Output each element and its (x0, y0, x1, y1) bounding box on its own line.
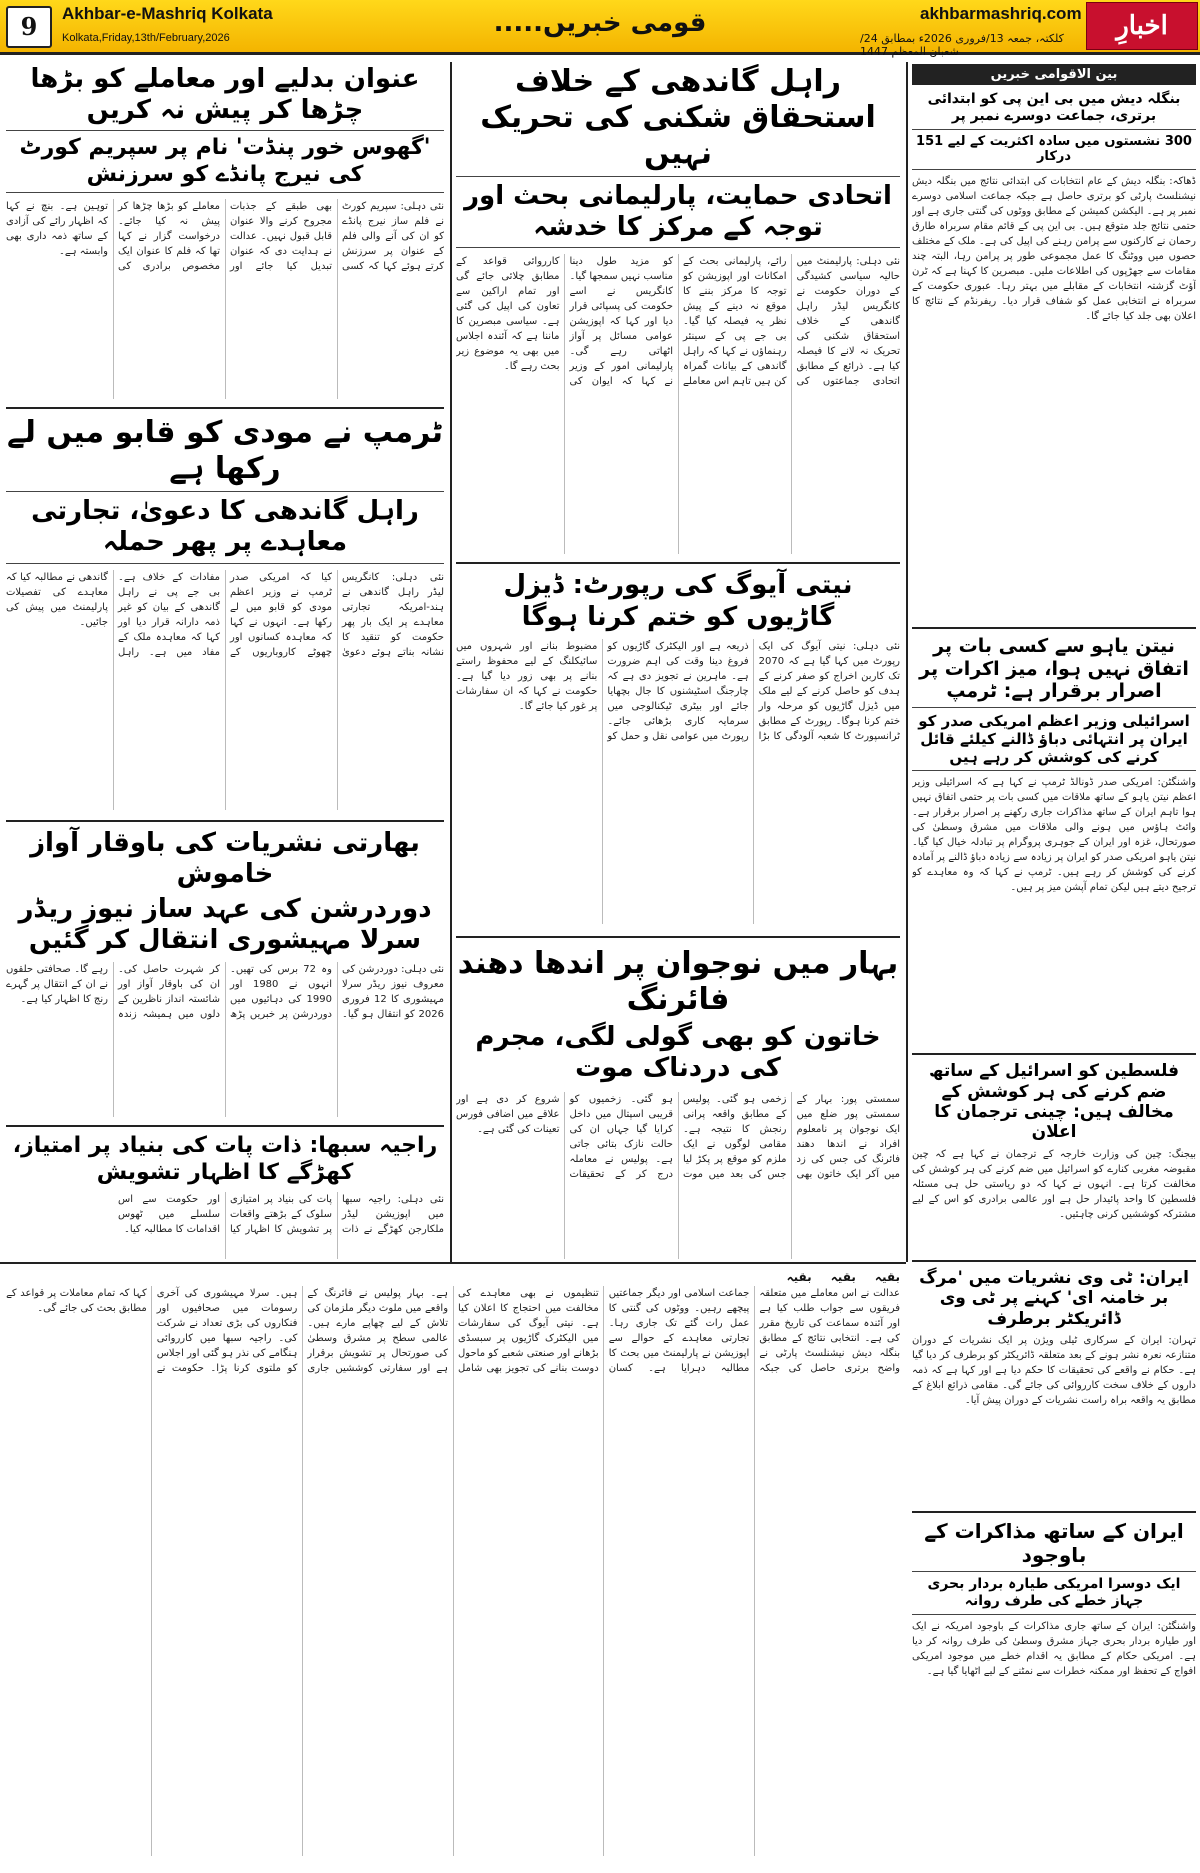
film-title-subhead: 'گھوس خور پنڈت' نام پر سپریم کورٹ کی نیرج پانڈے کو سرزنش (6, 130, 444, 193)
masthead (0, 0, 1200, 58)
netanyahu-story-body: واشنگٹن: امریکی صدر ڈونالڈ ٹرمپ نے کہا ہے کہ اسرائیلی وزیر اعظم نیتن یاہو کے ساتھ ملاقات میں کسی بات پر حتمی اتفاق نہیں ہوا تاہم ایران کے ساتھ مذاکرات جاری رکھنے پر اصرار برقرار ہے۔ وائٹ ہاؤس میں ہونے والی ملاقات میں مشرق وسطیٰ کی صورتحال، غزہ اور ایران کے جوہری پروگرام پر تبادلہ خیال کیا گیا۔ نیتن یاہو امریکی صدر کو ایران پر زیادہ سے زیادہ دباؤ ڈالنے پر آمادہ کرنے کی کوشش کر رہے ہیں۔ ٹرمپ نے کہا کہ وہ معاہدے کو ترجیح دیتے ہیں لیکن تمام آپشن میز پر ہیں۔ (912, 777, 1196, 894)
continuation-label: بقیہ (786, 1270, 812, 1284)
bihar-firing-headline: بہار میں نوجوان پر اندھا دھند فائرنگ (456, 936, 900, 1018)
doordarshan-headline: بھارتی نشریات کی باوقار آواز خاموش (6, 820, 444, 890)
rahul-privilege-subhead: اتحادی حمایت، پارلیمانی بحث اور توجہ کے مرکز کا خدشہ (456, 176, 900, 248)
doordarshan-subhead: دوردرشن کی عہد ساز نیوز ریڈر سرلا مہیشوری انتقال کر گئیں (18, 893, 432, 956)
publication-name-en: Akhbar-e-Mashriq Kolkata (62, 4, 273, 23)
continuations-section (6, 1270, 900, 1865)
film-title-headline: عنوان بدلیے اور معاملے کو بڑھا چڑھا کر پیش نہ کریں (30, 64, 420, 126)
rahul-privilege-headline: راہل گاندھی کے خلاف استحقاق شکنی کی تحریک نہیں (480, 64, 876, 171)
kharge-story-body: نئی دہلی: راجیہ سبھا میں اپوزیشن لیڈر ملکارجن کھڑگے نے ذات پات کی بنیاد پر امتیازی سلوک کے بڑھتے واقعات پر تشویش کا اظہار کیا اور حکومت سے اس سلسلے میں ٹھوس اقدامات کا مطالبہ کیا۔ (118, 1194, 444, 1236)
international-news-label: بین الاقوامی خبریں (912, 64, 1196, 85)
section-title: قومی خبریں..... (493, 8, 707, 38)
iran-tv-story-body: تہران: ایران کے سرکاری ٹیلی ویژن پر ایک نشریات کے دوران متنازعہ نعرہ نشر ہونے کے بعد متعلقہ ڈائریکٹر کو برطرف کر دیا گیا ہے۔ حکام نے واقعے کی تحقیقات کا حکم دیا ہے اور کہا ہے کہ ذمہ داروں کے خلاف سخت کارروائی کی جائے گی۔ مقامی ذرائع ابلاغ کے مطابق یہ واقعہ براہ راست نشریات کے دوران پیش آیا۔ (912, 1334, 1196, 1406)
bangladesh-subhead: 300 نشستوں میں سادہ اکثریت کے لیے 151 درکار (912, 129, 1196, 170)
center-news-column (456, 64, 900, 1259)
trump-modi-subhead: راہل گاندھی کا دعویٰ، تجارتی معاہدے پر پھر حملہ (6, 491, 444, 563)
china-palestine-story-body: بیجنگ: چین کی وزارت خارجہ کے ترجمان نے کہا ہے کہ چین مقبوضہ مغربی کنارے کو اسرائیل میں ضم کرنے کی ہر کوشش کی مخالفت کرتا ہے۔ انہوں نے کہا کہ دو ریاستی حل ہی مسئلہ فلسطین کا واحد پائیدار حل ہے اور عالمی برادری کو اس کے لیے مشترکہ کوششیں کرنی چاہئیں۔ (912, 1148, 1196, 1220)
bangladesh-headline: بنگلہ دیش میں بی این پی کو ابتدائی برتری، جماعت دوسرے نمبر پر (927, 91, 1181, 124)
column-rule (906, 62, 908, 1262)
bangladesh-story-body: ڈھاکہ: بنگلہ دیش کے عام انتخابات کی ابتدائی نتائج میں بنگلہ دیش نیشنلسٹ پارٹی کو برتری حاصل ہے جبکہ جماعت اسلامی دوسرے نمبر پر ہے۔ الیکشن کمیشن کے مطابق ووٹوں کی گنتی جاری ہے اور حتمی نتائج جلد متوقع ہیں۔ بی این پی کے قائم مقام سربراہ طارق رحمان نے کارکنوں سے پرامن رہنے کی اپیل کی ہے۔ ملک کے مختلف حصوں میں ووٹنگ کا عمل مجموعی طور پر پرامن رہا، البتہ چند مقامات سے جھڑپوں کی اطلاعات ملیں۔ مبصرین کا کہنا ہے کہ ٹرن آؤٹ گزشتہ انتخابات کے مقابلے میں بہتر رہا۔ عبوری حکومت کے سربراہ نے انتخابی عمل کو شفاف قرار دیا۔ ریفرنڈم کے نتائج کا اعلان بھی جلد کیا جائے گا۔ (912, 175, 1196, 322)
iran-carrier-headline: ایران کے ساتھ مذاکرات کے باوجود (912, 1511, 1196, 1567)
bihar-firing-story-body: سمستی پور: بہار کے سمستی پور ضلع میں ایک نوجوان پر نامعلوم افراد نے اندھا دھند فائرنگ کی جس کی زد میں آکر ایک خاتون بھی زخمی ہو گئی۔ پولیس کے مطابق واقعہ پرانی رنجش کا نتیجہ ہے۔ مقامی لوگوں نے ایک ملزم کو موقع پر پکڑ لیا جس کی بعد میں موت ہو گئی۔ زخمیوں کو قریبی اسپتال میں داخل کرایا گیا جہاں ان کی حالت نازک بتائی جاتی ہے۔ پولیس نے معاملہ درج کر کے تحقیقات شروع کر دی ہے اور علاقے میں اضافی فورس تعینات کی گئی ہے۔ (456, 1094, 900, 1181)
date-en: Kolkata,Friday,13th/February,2026 (62, 32, 230, 44)
kharge-headline: راجیہ سبھا: ذات پات کی بنیاد پر امتیاز، کھڑگے کا اظہار تشویش (6, 1125, 444, 1186)
netanyahu-subhead: اسرائیلی وزیر اعظم امریکی صدر کو ایران پر انتہائی دباؤ ڈالنے کیلئے قائل کرنے کی کوشش کر رہے ہیں (912, 707, 1196, 771)
international-news-column (912, 64, 1196, 1864)
doordarshan-story-body: نئی دہلی: دوردرشن کی معروف نیوز ریڈر سرلا مہیشوری کا 12 فروری 2026 کو انتقال ہو گیا۔ وہ 72 برس کی تھیں۔ انہوں نے 1980 اور 1990 کی دہائیوں میں دوردرشن پر خبریں پڑھ کر شہرت حاصل کی۔ ان کی باوقار آواز اور شائستہ انداز ناظرین کے دلوں میں ہمیشہ زندہ رہے گا۔ صحافتی حلقوں نے ان کے انتقال پر گہرے رنج کا اظہار کیا ہے۔ (6, 964, 444, 1021)
netanyahu-headline: نیتن یاہو سے کسی بات پر اتفاق نہیں ہوا، میز اکرات پر اصرار برقرار ہے: ٹرمپ (912, 627, 1196, 703)
niti-aayog-story-body: نئی دہلی: نیتی آیوگ کی ایک رپورٹ میں کہا گیا ہے کہ 2070 تک کاربن اخراج کو صفر کرنے کے ہدف کو حاصل کرنے کے لیے ملک میں ڈیزل گاڑیوں کو مرحلہ وار ختم کرنا ہوگا۔ رپورٹ کے مطابق ٹرانسپورٹ کا شعبہ آلودگی کا بڑا ذریعہ ہے اور الیکٹرک گاڑیوں کو فروغ دینا وقت کی اہم ضرورت ہے۔ ماہرین نے تجویز دی ہے کہ چارجنگ اسٹیشنوں کا جال بچھایا جائے اور بیٹری ٹیکنالوجی میں سرمایہ کاری بڑھائی جائے۔ رپورٹ میں عوامی نقل و حمل کو مضبوط بنانے اور شہروں میں سائیکلنگ کے لیے محفوظ راستے بنانے پر بھی زور دیا گیا ہے۔ حکومت نے کہا کہ ان سفارشات پر غور کیا جائے گا۔ (456, 640, 900, 742)
niti-aayog-headline: نیتی آیوگ کی رپورٹ: ڈیزل گاڑیوں کو ختم کرنا ہوگا (456, 562, 900, 632)
continuations-body: عدالت نے اس معاملے میں متعلقہ فریقوں سے جواب طلب کیا ہے اور آئندہ سماعت کی تاریخ مقرر کی ہے۔ انتخابی نتائج کے مطابق بنگلہ دیش نیشنلسٹ پارٹی نے واضح برتری حاصل کی جبکہ جماعت اسلامی اور دیگر جماعتیں پیچھے رہیں۔ ووٹوں کی گنتی کا عمل رات گئے تک جاری رہا۔ تجارتی معاہدے کے حوالے سے اپوزیشن نے پارلیمنٹ میں بحث کا مطالبہ دہرایا ہے۔ کسان تنظیموں نے بھی معاہدے کی مخالفت میں احتجاج کا اعلان کیا ہے۔ نیتی آیوگ کی سفارشات میں الیکٹرک گاڑیوں پر سبسڈی بڑھانے اور صنعتی شعبے کو ماحول دوست بنانے کی تجویز بھی شامل ہے۔ بہار پولیس نے فائرنگ کے واقعے میں ملوث دیگر ملزمان کی تلاش کے لیے چھاپے مارے ہیں۔ عالمی سطح پر مشرق وسطیٰ کی صورتحال پر تشویش برقرار ہے اور سفارتی کوششیں جاری ہیں۔ سرلا مہیشوری کی آخری رسومات میں صحافیوں اور فنکاروں کی بڑی تعداد نے شرکت کی۔ راجیہ سبھا میں کارروائی ہنگامے کی نذر ہو گئی اور اجلاس کو ملتوی کرنا پڑا۔ حکومت نے کہا کہ تمام معاملات پر قواعد کے مطابق بحث کی جائے گی۔ (6, 1288, 900, 1374)
website-link[interactable]: akhbarmashriq.com (920, 4, 1082, 23)
newspaper-logo: اخبارِ (1086, 2, 1198, 50)
page-number: 9 (6, 6, 52, 48)
trump-modi-story-body: نئی دہلی: کانگریس لیڈر راہل گاندھی نے ہند-امریکہ تجارتی معاہدے پر ایک بار پھر حکومت کو تنقید کا نشانہ بناتے ہوئے دعویٰ کیا کہ امریکی صدر ٹرمپ نے وزیر اعظم مودی کو قابو میں لے رکھا ہے۔ انہوں نے کہا کہ معاہدہ کسانوں اور چھوٹے کاروباریوں کے مفادات کے خلاف ہے۔ بی جے پی نے راہل گاندھی کے بیان کو غیر ذمہ دارانہ قرار دیا اور کہا کہ معاہدہ ملک کے مفاد میں ہے۔ راہل گاندھی نے مطالبہ کیا کہ معاہدے کی تفصیلات پارلیمنٹ میں پیش کی جائیں۔ (6, 571, 444, 658)
iran-carrier-story-body: واشنگٹن: ایران کے ساتھ جاری مذاکرات کے باوجود امریکہ نے ایک اور طیارہ بردار بحری جہاز مشرق وسطیٰ کی طرف روانہ کر دیا ہے۔ امریکی حکام کے مطابق یہ اقدام خطے میں موجود امریکی افواج کے تحفظ اور ممکنہ خطرات سے نمٹنے کے لیے اٹھایا گیا ہے۔ (912, 1620, 1196, 1677)
rahul-privilege-story-body: نئی دہلی: پارلیمنٹ میں حالیہ سیاسی کشیدگی کے دوران حکومت نے کانگریس لیڈر راہل گاندھی کے خلاف استحقاق شکنی کی تحریک نہ لانے کا فیصلہ کیا ہے۔ ذرائع کے مطابق اتحادی جماعتوں کی رائے، پارلیمانی بحث کے امکانات اور اپوزیشن کو توجہ کا مرکز بننے کا موقع نہ دینے کے پیش نظر یہ فیصلہ کیا گیا۔ بی جے پی کے سینئر رہنماؤں نے کہا کہ راہل گاندھی کے بیانات گمراہ کن ہیں تاہم اس معاملے کو مزید طول دینا مناسب نہیں سمجھا گیا۔ کانگریس نے اسے حکومت کی پسپائی قرار دیا اور کہا کہ اپوزیشن عوامی مسائل پر آواز اٹھاتی رہے گی۔ پارلیمانی امور کے وزیر نے کہا کہ ایوان کی کارروائی قواعد کے مطابق چلائی جائے گی اور تمام اراکین سے تعاون کی اپیل کی گئی ہے۔ سیاسی مبصرین کا ماننا ہے کہ آئندہ اجلاس میں بھی یہ موضوع زیر بحث رہے گا۔ (456, 256, 900, 388)
continuation-label: بقیہ (874, 1270, 900, 1284)
bihar-firing-subhead: خاتون کو بھی گولی لگی، مجرم کی دردناک موت (475, 1021, 881, 1083)
row-rule (0, 1262, 906, 1264)
date-urdu: کلکتہ، جمعہ 13/فروری 2026ء بمطابق 24/شعبان المعظم 1447 (860, 32, 1064, 58)
left-news-column (6, 64, 444, 1259)
continuation-label: بقیہ (830, 1270, 856, 1284)
iran-carrier-subhead: ایک دوسرا امریکی طیارہ بردار بحری جہاز خطے کی طرف روانہ (912, 1571, 1196, 1615)
iran-tv-headline: ایران: ٹی وی نشریات میں 'مرگ بر خامنہ ای' کہنے پر ٹی وی ڈائریکٹر برطرف (912, 1260, 1196, 1329)
film-title-story-body: نئی دہلی: سپریم کورٹ نے فلم ساز نیرج پانڈے کو ان کی آنے والی فلم کے عنوان پر سرزنش کرتے ہوئے کہا کہ کسی بھی طبقے کے جذبات مجروح کرنے والا عنوان قابل قبول نہیں۔ عدالت نے ہدایت دی کہ عنوان تبدیل کیا جائے اور معاملے کو بڑھا چڑھا کر پیش نہ کیا جائے۔ درخواست گزار نے کہا تھا کہ فلم کا عنوان ایک مخصوص برادری کی توہین ہے۔ بنچ نے کہا کہ اظہار رائے کی آزادی کے ساتھ ذمہ داری بھی وابستہ ہے۔ (6, 201, 444, 273)
china-palestine-headline: فلسطین کو اسرائیل کے ساتھ ضم کرنے کی ہر کوشش کے مخالف ہیں: چینی ترجمان کا اعلان (912, 1053, 1196, 1143)
column-rule (450, 62, 452, 1262)
trump-modi-headline: ٹرمپ نے مودی کو قابو میں لے رکھا ہے (6, 407, 444, 487)
